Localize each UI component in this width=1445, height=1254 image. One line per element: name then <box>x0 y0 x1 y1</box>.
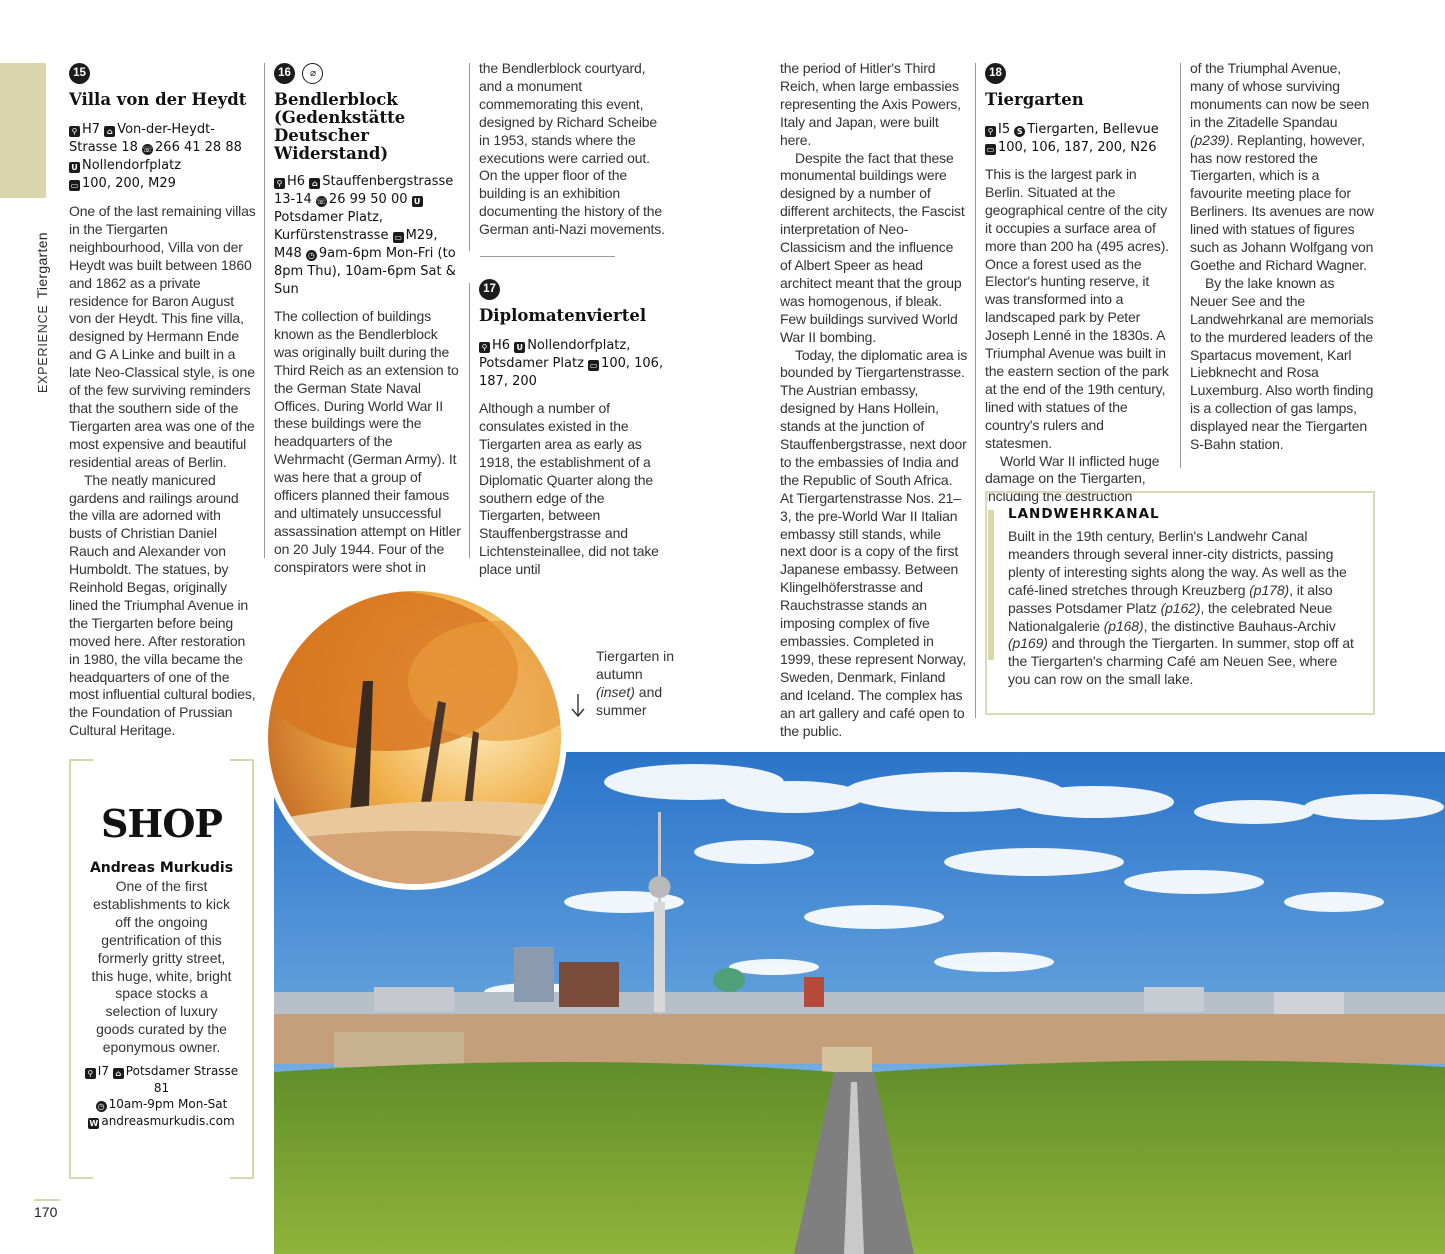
accent-bar <box>988 510 994 660</box>
autumn-trees-illustration <box>268 591 561 884</box>
text-run: Built in the 19th century, Berlin's Landwehr Canal meanders through several inner-city districts, passing plenty of interesting sights along the way. As well as the café-lined stretches through Kreuzberg <box>1008 528 1347 598</box>
text-run: , it also passes Potsdamer Platz <box>1008 581 1333 616</box>
paragraph: Although a number of consulates existed in the Tiergarten area as early as 1918, the establishment of a Diplomatic Quarter along the southern edge of the Tiergarten, between Stauffenbergstrasse and Lichtensteinallee, did not take place until <box>479 400 659 578</box>
map-grid-icon: ⚲ <box>69 126 80 137</box>
phone: 266 41 28 88 <box>155 140 242 155</box>
column-divider <box>1180 63 1181 468</box>
phone-icon: ☏ <box>142 145 153 154</box>
section-diplomatenviertel <box>479 279 669 579</box>
address: Stauffenbergstrasse 13-14 <box>274 174 454 207</box>
page-number: 170 <box>34 1204 58 1220</box>
bus-icon: ▭ <box>394 233 402 242</box>
caption-text: and summer <box>596 683 663 718</box>
address: Von-der-Heydt-Strasse 18 <box>69 122 215 155</box>
shop-heading: SHOP <box>100 801 223 846</box>
section-tab <box>0 63 46 198</box>
clock-icon: ◷ <box>96 1101 107 1112</box>
page-reference: (p239) <box>1190 131 1230 148</box>
landwehrkanal-content <box>1008 506 1360 689</box>
section-body <box>69 203 257 740</box>
bus-icon: ▭ <box>589 361 598 370</box>
section-villa-von-der-heydt <box>69 63 257 740</box>
section-info <box>274 173 461 299</box>
section-body <box>274 308 461 577</box>
shop-name: Andreas Murkudis <box>89 860 234 876</box>
section-title: Tiergarten <box>985 90 1084 109</box>
u-bahn-station: Potsdamer Platz, Kurfürstenstrasse <box>274 210 389 243</box>
page-reference: (p168) <box>1103 617 1144 634</box>
paragraph: Despite the fact that these monumental buildings were designed by a number of different architects, the Fascist interpretation of Neo-Classicism and the influence of Albert Speer as head architect meant that the group was homogenous, if bleak. Few buildings survived World War II bombing. <box>780 149 965 345</box>
box-text <box>1008 528 1360 689</box>
shop-content <box>79 801 244 1129</box>
bus-lines: M29, M48 <box>274 228 438 261</box>
page-reference: (p169) <box>1008 635 1048 652</box>
map-grid-icon: ⚲ <box>985 126 996 137</box>
shop-info <box>79 1063 244 1129</box>
phone-icon: ☏ <box>316 197 327 206</box>
opening-hours: 9am-6pm Mon-Fri (to 8pm Thu), 10am-6pm Sat & Sun <box>274 246 456 297</box>
web-icon[interactable]: W <box>89 1118 99 1128</box>
u-bahn-station: Nollendorfplatz, Potsdamer Platz <box>479 338 631 371</box>
s-bahn-icon: S <box>1014 126 1025 137</box>
page-reference: (p162) <box>1160 599 1201 616</box>
autumn-inset-photo <box>268 591 561 884</box>
section-bendlerblock <box>274 63 461 577</box>
map-grid-icon: ⚲ <box>274 178 285 189</box>
paragraph: The neatly manicured gardens and railings around the villa are adorned with busts of Christian Daniel Rauch and Alexander von Humboldt. The statues, by Reinhold Begas, originally lined the Triumphal Avenue in the Tiergarten before being moved here. After restoration in 1980, the villa became the headquarters of one of the most influential cultural bodies, the Foundation of Prussian Cultural Heritage. <box>69 471 256 739</box>
address: Potsdamer Strasse 81 <box>125 1064 239 1095</box>
u-bahn-icon: U <box>514 342 525 353</box>
page-number-rule <box>34 1199 60 1201</box>
text-run: and through the Tiergarten. In summer, stop off at the Tiergarten's charming Café am Neuen See, where you can row on the small lake. <box>1008 635 1354 688</box>
section-info <box>479 337 669 391</box>
grid-ref: H7 <box>82 122 101 137</box>
photo-caption <box>596 648 676 720</box>
section-divider <box>480 256 615 257</box>
house-icon: ⌂ <box>104 126 115 137</box>
caption-text: Tiergarten in autumn <box>596 648 675 682</box>
section-number: 16 <box>274 63 295 84</box>
section-tiergarten <box>985 63 1173 506</box>
section-title: Bendlerblock (Gedenkstätte Deutscher Widerstand) <box>274 90 406 163</box>
section-title: Villa von der Heydt <box>69 90 247 109</box>
house-icon: ⌂ <box>113 1068 124 1079</box>
paragraph: Today, the diplomatic area is bounded by Tiergartenstrasse. The Austrian embassy, designed by Hans Hollein, stands at the junction of Stauffenbergstrasse, next door to the embassies of India and the Republic of South Africa. At Tiergartenstrasse Nos. 21–3, the pre-World War II Italian embassy still stands, while next door is a copy of the first Japanese embassy. Between Klingelhöferstrasse and Rauchstrasse stands an imposing complex of five embassies. Completed in 1999, these represent Norway, Sweden, Denmark, Finland and Iceland. The complex has an art gallery and café open to the public. <box>780 346 968 739</box>
section-title: Diplomatenviertel <box>479 306 647 325</box>
paragraph: One of the last remaining villas in the Tiergarten neighbourhood, Villa von der Heydt was built between 1860 and 1862 as a private residence for Baron August von der Heydt. This fine villa, designed by Hermann Ende and G A Linke and built in a late Neo-Classical style, is one of the few surviving reminders that the southern side of the Tiergarten area was one of the most expensive and beautiful residential areas of Berlin. <box>69 203 256 470</box>
side-label-section: Tiergarten <box>34 232 50 299</box>
column-divider <box>469 63 470 251</box>
text-run: , the distinctive Bauhaus-Archiv <box>1143 617 1336 634</box>
u-bahn-icon: U <box>69 162 80 173</box>
text-run: , the celebrated Neue Nationalgalerie <box>1008 599 1333 634</box>
column-divider <box>975 63 976 718</box>
paragraph: The collection of buildings known as the Bendlerblock was originally built during the Third Reich as an extension to the German State Naval Offices. During World War II these buildings were the headquarters of the Wehrmacht (German Army). It was here that a group of officers planned their famous and ultimately unsuccessful assassination attempt on Hitler on 20 July 1944. Four of the conspirators were shot in <box>274 308 461 575</box>
section-info <box>69 121 257 193</box>
down-arrow-icon <box>570 692 586 720</box>
section-number: 15 <box>69 63 90 84</box>
section-diplomatenviertel-continued <box>780 60 968 740</box>
caption-inset: (inset) <box>596 683 635 700</box>
map-grid-icon: ⚲ <box>85 1068 96 1079</box>
side-section-label <box>34 193 50 393</box>
bus-icon: ▭ <box>70 181 79 190</box>
paragraph: World War II inflicted huge damage on the Tiergarten, including the destruction <box>985 452 1160 505</box>
paragraph: This is the largest park in Berlin. Situated at the geographical centre of the city it occupies a surface area of more than 200 ha (495 acres). Once a forest used as the Elector's hunting reserve, it was transformed into a landscaped park by Peter Joseph Lenné in the 1830s. A Triumphal Avenue was built in the eastern section of the park at the end of the 19th century, lined with statues of the country's rulers and statesmen. <box>985 166 1169 451</box>
shop-description: One of the first establishments to kick off the ongoing gentrification of this formerly gritty street, this huge, white, bright space stocks a selection of luxury goods curated by the eponymous owner. <box>91 878 232 1056</box>
grid-ref: I7 <box>97 1064 109 1079</box>
grid-ref: H6 <box>287 174 306 189</box>
website-link[interactable]: andreasmurkudis.com <box>101 1113 235 1128</box>
column-divider <box>469 283 470 558</box>
u-bahn-station: Nollendorfplatz <box>82 158 182 173</box>
phone: 26 99 50 00 <box>328 192 408 207</box>
box-title: LANDWEHRKANAL <box>1008 506 1160 522</box>
column-divider <box>264 63 265 558</box>
s-bahn-station: Tiergarten, Bellevue <box>1027 122 1159 137</box>
clock-icon: ◷ <box>306 250 317 261</box>
ticket-icon: ⌀ <box>302 63 323 84</box>
text-run: of the Triumphal Avenue, many of whose surviving monuments can now be seen in the Zitadelle Spandau <box>1190 60 1370 130</box>
section-body <box>985 166 1173 506</box>
u-bahn-icon: U <box>412 196 423 207</box>
shop-box <box>69 759 254 1179</box>
paragraph: the Bendlerblock courtyard, and a monument commemorating this event, designed by Richard Scheibe in 1953, stands where the executions were carried out. On the upper floor of the building is an exhibition documenting the history of the German anti-Nazi movements. <box>479 60 665 238</box>
paragraph: By the lake known as Neuer See and the Landwehrkanal are memorials to the murdered leaders of the Spartacus movement, Karl Liebknecht and Rosa Luxemburg. Also worth finding is a collection of gas lamps, displayed near the Tiergarten S-Bahn station. <box>1190 274 1374 453</box>
text-run: . Replanting, however, has now restored the Tiergarten, which is a favourite meeting place for Berliners. Its avenues are now lined with statues of figures such as Johann Wolfgang von Goethe and Richard Wagner. <box>1190 131 1374 273</box>
grid-ref: I5 <box>998 122 1011 137</box>
opening-hours: 10am-9pm Mon-Sat <box>108 1097 228 1112</box>
bus-icon: ▭ <box>986 145 995 154</box>
section-bendlerblock-continued <box>479 60 666 239</box>
bus-lines: 100, 106, 187, 200 <box>479 356 664 389</box>
grid-ref: H6 <box>492 338 511 353</box>
page-reference: (p178) <box>1249 581 1290 598</box>
side-label-experience: EXPERIENCE <box>36 304 50 393</box>
section-info <box>985 121 1173 157</box>
section-number: 17 <box>479 279 500 300</box>
section-tiergarten-continued <box>1190 60 1375 454</box>
paragraph: the period of Hitler's Third Reich, when large embassies representing the Axis Powers, Italy and Japan, were built here. <box>780 60 961 148</box>
house-icon: ⌂ <box>309 178 320 189</box>
bus-lines: 100, 200, M29 <box>82 176 176 191</box>
map-grid-icon: ⚲ <box>479 342 490 353</box>
section-number: 18 <box>985 63 1006 84</box>
bus-lines: 100, 106, 187, 200, N26 <box>998 140 1157 155</box>
section-body <box>479 400 669 579</box>
